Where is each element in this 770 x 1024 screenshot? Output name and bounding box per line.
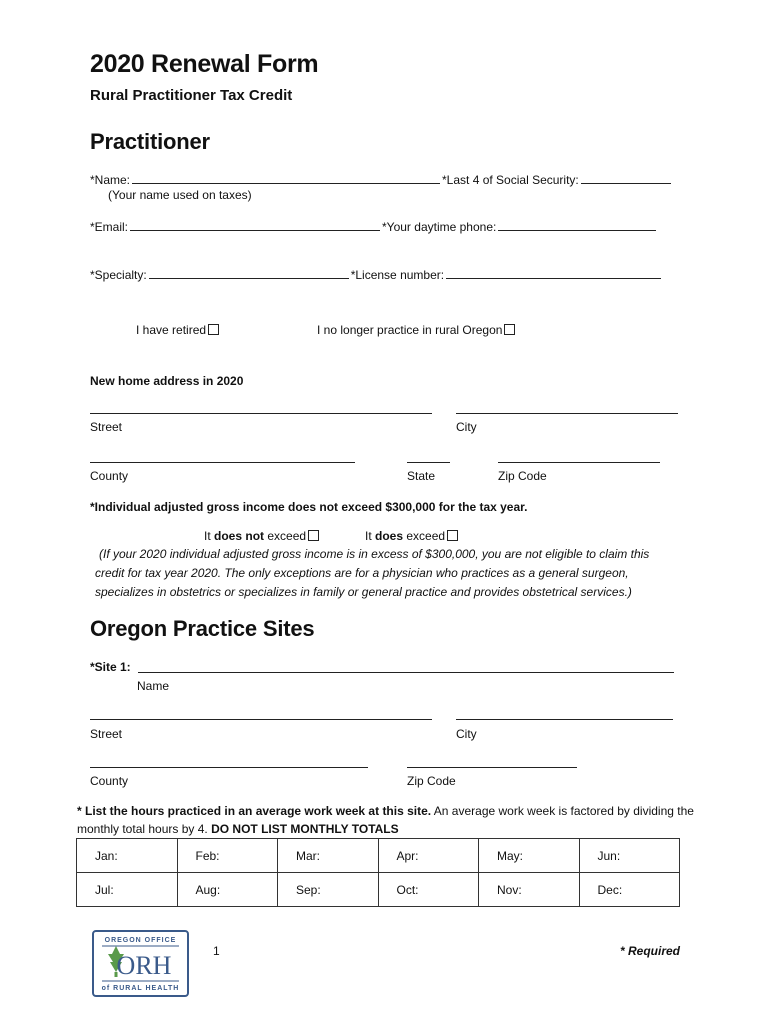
does-not-exceed-option xyxy=(204,529,319,543)
hours-cell-nov[interactable]: Nov: xyxy=(479,873,580,907)
home-county-field[interactable] xyxy=(90,462,355,463)
hours-cell-oct[interactable]: Oct: xyxy=(378,873,479,907)
form-title: 2020 Renewal Form xyxy=(90,50,319,78)
no-rural-option xyxy=(317,323,515,337)
specialty-row xyxy=(90,265,663,282)
home-city-label: City xyxy=(456,420,477,434)
retired-option xyxy=(136,323,219,337)
hours-cell-sep[interactable]: Sep: xyxy=(278,873,379,907)
site1-name-label: Name xyxy=(137,679,170,693)
site1-zip-label: Zip Code xyxy=(407,774,456,788)
site1-street-field[interactable] xyxy=(90,719,432,720)
hours-cell-jun[interactable]: Jun: xyxy=(579,839,680,873)
hours-cell-mar[interactable]: Mar: xyxy=(278,839,379,873)
hours-instruction-rest: An average work week is factored by dividing the xyxy=(431,804,694,818)
does-exceed-bold: does xyxy=(375,529,404,543)
site1-county-label: County xyxy=(90,774,129,788)
hours-cell-may[interactable]: May: xyxy=(479,839,580,873)
income-note-line1: (If your 2020 individual adjusted gross income is in excess of $300,000, you are not eligible to claim this xyxy=(99,547,650,561)
home-state-field[interactable] xyxy=(407,462,450,463)
orh-logo xyxy=(92,930,189,997)
home-zip-label: Zip Code xyxy=(498,469,547,483)
site1-label: *Site 1: xyxy=(90,660,131,674)
form-subtitle: Rural Practitioner Tax Credit xyxy=(90,87,293,104)
name-row xyxy=(90,170,673,187)
does-not-exceed-bold: does not xyxy=(214,529,265,543)
home-street-label: Street xyxy=(90,420,123,434)
hours-instruction-text: monthly total hours by 4. xyxy=(77,822,212,836)
hours-cell-jul[interactable]: Jul: xyxy=(77,873,178,907)
no-rural-checkbox[interactable] xyxy=(504,324,515,335)
hours-instruction-caps: DO NOT LIST MONTHLY TOTALS xyxy=(211,822,399,836)
specialty-label: *Specialty: xyxy=(90,268,147,282)
orh-logo-graphic xyxy=(94,932,187,995)
required-note: * Required xyxy=(620,944,681,958)
does-exceed-pre: It xyxy=(365,529,376,543)
hours-table xyxy=(76,838,680,907)
hours-row-1 xyxy=(77,839,680,873)
site1-city-field[interactable] xyxy=(456,719,673,720)
retired-checkbox[interactable] xyxy=(208,324,219,335)
site1-zip-field[interactable] xyxy=(407,767,577,768)
hours-cell-apr[interactable]: Apr: xyxy=(378,839,479,873)
practitioner-heading: Practitioner xyxy=(90,129,210,154)
site1-county-field[interactable] xyxy=(90,767,368,768)
site1-name-field[interactable] xyxy=(138,672,674,673)
logo-mid-text: ORH xyxy=(116,951,172,980)
email-field[interactable] xyxy=(130,217,380,231)
no-rural-label: I no longer practice in rural Oregon xyxy=(317,323,503,337)
home-city-field[interactable] xyxy=(456,413,678,414)
license-label: *License number: xyxy=(350,268,445,282)
name-field[interactable] xyxy=(132,170,440,184)
name-hint: (Your name used on taxes) xyxy=(108,188,252,202)
does-exceed-checkbox[interactable] xyxy=(447,530,458,541)
does-not-exceed-post: exceed xyxy=(264,529,307,543)
phone-label: *Your daytime phone: xyxy=(382,220,497,234)
home-zip-field[interactable] xyxy=(498,462,660,463)
hours-cell-feb[interactable]: Feb: xyxy=(177,839,278,873)
home-street-field[interactable] xyxy=(90,413,432,414)
new-address-heading: New home address in 2020 xyxy=(90,374,244,388)
income-note-line3: specializes in obstetrics or specializes in family or general practice and provides obstetrical services.) xyxy=(95,585,632,599)
home-county-label: County xyxy=(90,469,129,483)
hours-row-2 xyxy=(77,873,680,907)
hours-instruction-line1 xyxy=(77,804,694,818)
sites-heading: Oregon Practice Sites xyxy=(90,616,315,641)
ssn-label: *Last 4 of Social Security: xyxy=(442,173,579,187)
hours-cell-dec[interactable]: Dec: xyxy=(579,873,680,907)
email-row xyxy=(90,217,658,234)
logo-top-text: OREGON OFFICE xyxy=(104,937,177,944)
does-exceed-post: exceed xyxy=(403,529,446,543)
specialty-field[interactable] xyxy=(149,265,349,279)
does-not-exceed-pre: It xyxy=(204,529,215,543)
does-not-exceed-checkbox[interactable] xyxy=(308,530,319,541)
hours-instruction-line2 xyxy=(77,822,399,836)
site1-city-label: City xyxy=(456,727,477,741)
home-state-label: State xyxy=(407,469,436,483)
page-number: 1 xyxy=(213,944,220,958)
income-statement: *Individual adjusted gross income does not exceed $300,000 for the tax year. xyxy=(90,500,528,514)
ssn-field[interactable] xyxy=(581,170,671,184)
logo-bottom-text: of RURAL HEALTH xyxy=(101,985,180,992)
phone-field[interactable] xyxy=(498,217,656,231)
site1-street-label: Street xyxy=(90,727,123,741)
name-label: *Name: xyxy=(90,173,131,187)
retired-label: I have retired xyxy=(136,323,207,337)
license-field[interactable] xyxy=(446,265,661,279)
email-label: *Email: xyxy=(90,220,129,234)
hours-cell-jan[interactable]: Jan: xyxy=(77,839,178,873)
income-note-line2: credit for tax year 2020. The only exceptions are for a physician who practices as a general surgeon, xyxy=(95,566,629,580)
hours-instruction-bold: * List the hours practiced in an average work week at this site. xyxy=(77,804,432,818)
does-exceed-option xyxy=(365,529,458,543)
hours-cell-aug[interactable]: Aug: xyxy=(177,873,278,907)
